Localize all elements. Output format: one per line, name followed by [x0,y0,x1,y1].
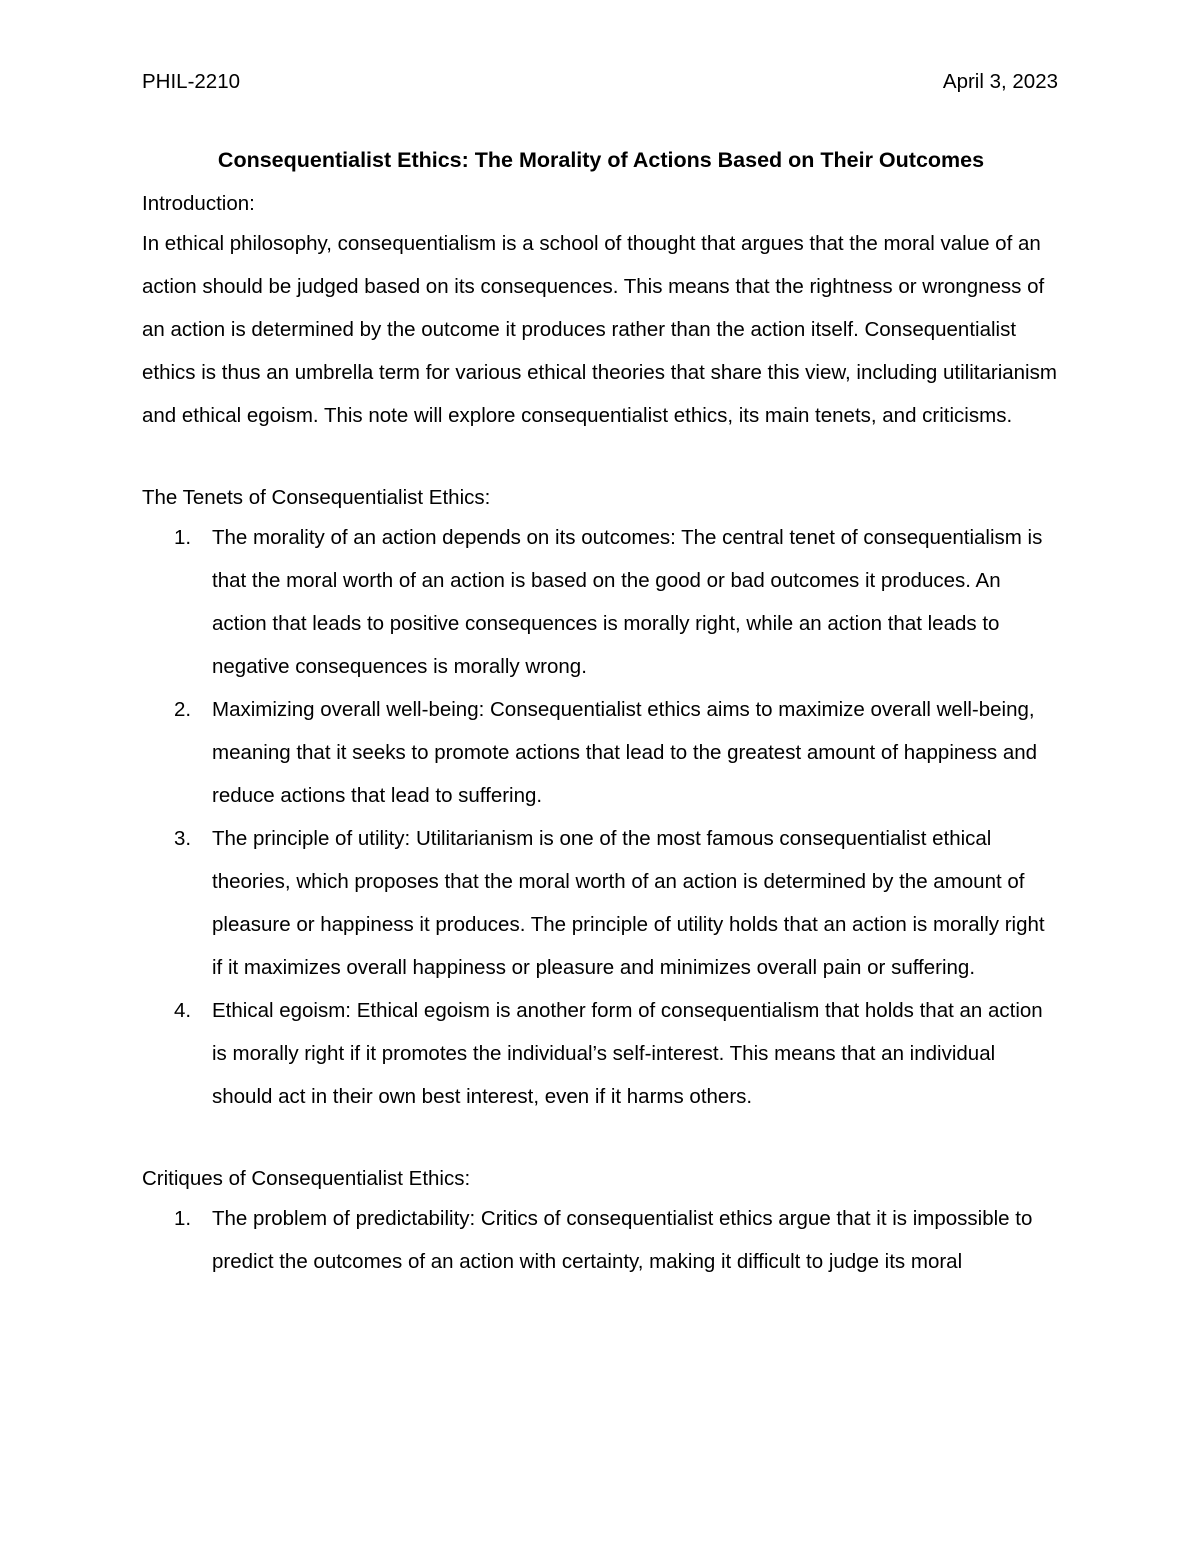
list-item-text: Maximizing overall well-being: Consequentialist ethics aims to maximize overall well-being, meaning that it seeks to promote actions that lead to the greatest amount of happiness and reduce actions that lead to suffering. [212,698,1038,807]
page-header [142,70,1058,102]
list-item [142,516,1060,688]
intro-paragraph: In ethical philosophy, consequentialism is a school of thought that argues that the moral value of an action should be judged based on its consequences. This means that the rightness or wrongness of an action is determined by the outcome it produces rather than the action itself. Consequentialist ethics is thus an umbrella term for various ethical theories that share this view, including utilitarianism and ethical egoism. This note will explore consequentialist ethics, its main tenets, and criticisms. [142,232,1057,427]
list-item [142,817,1060,989]
tenets-list [142,516,1060,1118]
list-item-text: The morality of an action depends on its outcomes: The central tenet of consequentialism is that the moral worth of an action is based on the good or bad outcomes it produces. An action that leads to positive consequences is morally right, while an action that leads to negative consequences is morally wrong. [212,526,1043,678]
spacer [142,437,1060,480]
document-title: Consequentialist Ethics: The Morality of Actions Based on Their Outcomes [217,148,985,172]
course-code: PHIL-2210 [142,70,241,93]
intro-heading: Introduction: [142,192,255,215]
list-item [142,989,1060,1118]
list-item [142,1197,1060,1283]
document-body [142,142,1060,1283]
list-number: 4. [174,999,192,1022]
list-number: 1. [174,1207,192,1230]
list-item-text: The principle of utility: Utilitarianism is one of the most famous consequentialist ethical theories, which proposes that the moral worth of an action is determined by the amount of pleasure or happiness it produces. The principle of utility holds that an action is morally right if it maximizes overall happiness or pleasure and minimizes overall pain or suffering. [212,827,1045,979]
list-number: 3. [174,827,192,850]
critiques-heading: Critiques of Consequentialist Ethics: [142,1167,471,1190]
spacer [142,1118,1060,1161]
list-item-text: The problem of predictability: Critics of consequentialist ethics argue that it is impossible to predict the outcomes of an action with certainty, making it difficult to judge its moral [212,1207,1033,1273]
document-date: April 3, 2023 [942,70,1058,93]
list-number: 1. [174,526,192,549]
list-item-text: Ethical egoism: Ethical egoism is another form of consequentialism that holds that an action is morally right if it promotes the individual’s self-interest. This means that an individual should act in their own best interest, even if it harms others. [212,999,1043,1108]
critiques-list [142,1197,1060,1283]
list-number: 2. [174,698,192,721]
tenets-heading: The Tenets of Consequentialist Ethics: [142,486,491,509]
list-item [142,688,1060,817]
